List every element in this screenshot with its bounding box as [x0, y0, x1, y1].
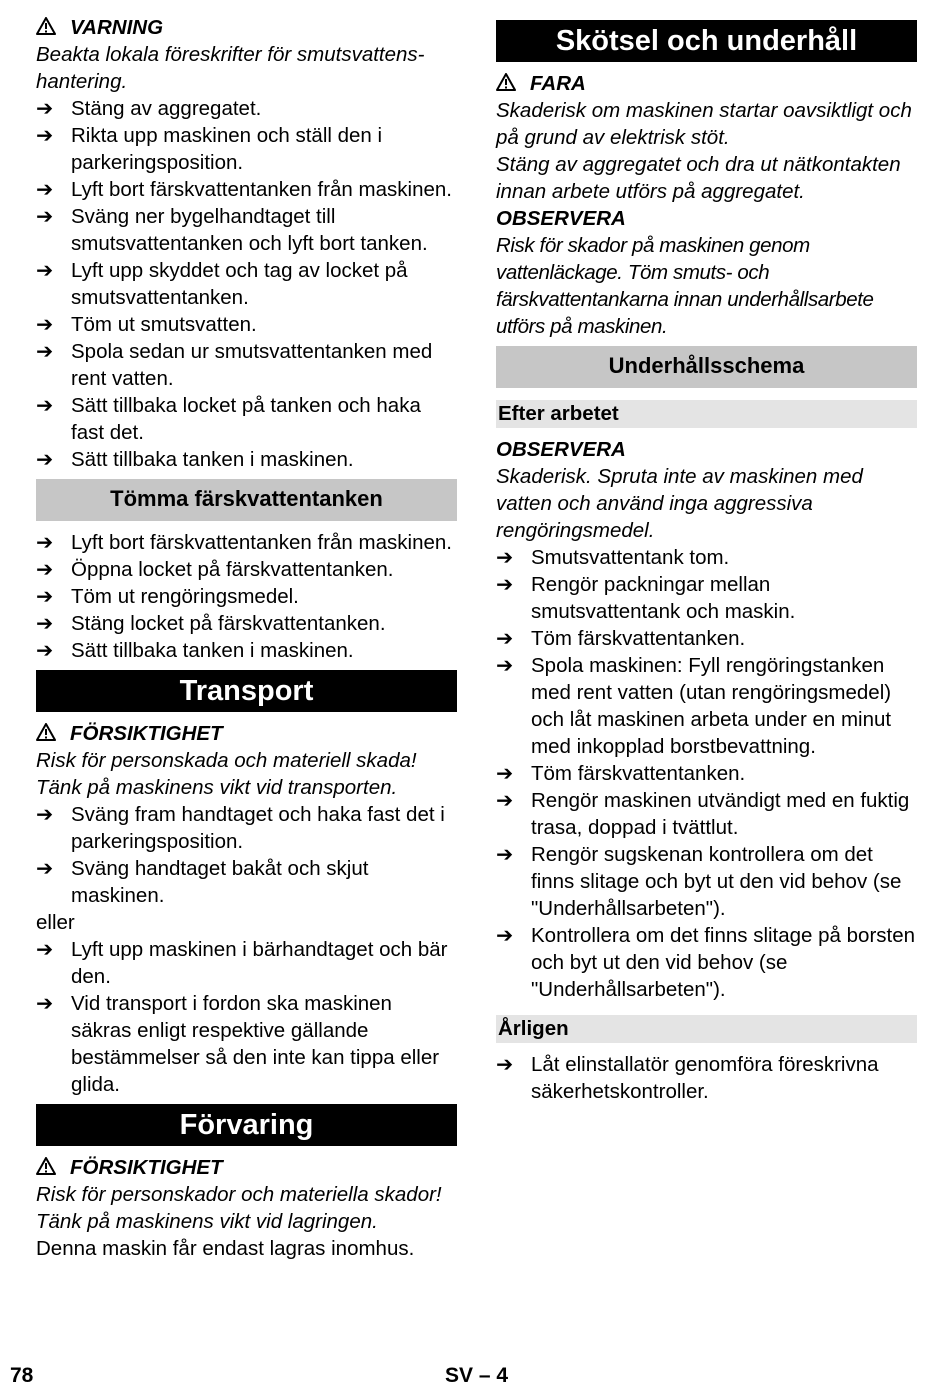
- warning-triangle-icon: [36, 1157, 58, 1179]
- list-item: ➔ Sväng ner bygelhandtaget till smutsvattentanken och lyft bort tanken.: [36, 205, 428, 255]
- caution-label-row: [36, 1154, 457, 1181]
- arrow-right-icon: ➔: [36, 259, 54, 282]
- caution-label: FÖRSIKTIGHET: [70, 1156, 223, 1179]
- arrow-right-icon: ➔: [36, 639, 54, 662]
- list-item: ➔ Rikta upp maskinen och ställ den i parkeringsposition.: [36, 124, 383, 174]
- arrow-right-icon: ➔: [36, 340, 54, 363]
- subheading-after-work: Efter arbetet: [496, 400, 917, 428]
- or-text: eller: [36, 911, 75, 934]
- warning-label: VARNING: [70, 16, 164, 39]
- right-column: [496, 14, 917, 1105]
- arrow-right-icon: ➔: [36, 97, 54, 120]
- arrow-right-icon: ➔: [36, 178, 54, 201]
- list-item: ➔ Lyft upp maskinen i bärhandtaget och bär den.: [36, 938, 448, 988]
- list-item: ➔ Spola maskinen: Fyll rengöringstanken med rent vatten (utan rengöringsmedel) och låt maskinen arbeta under en minut med inkopplad borstbevattning.: [496, 654, 892, 758]
- arrow-right-icon: ➔: [496, 762, 514, 785]
- list-item: ➔ Rengör packningar mellan smutsvattentank och maskin.: [496, 573, 796, 623]
- caution-text: Risk för personskada och materiell skada! Tänk på maskinens vikt vid transporten.: [36, 749, 417, 799]
- list-item: ➔ Lyft bort färskvattentanken från maskinen.: [36, 178, 452, 201]
- arrow-right-icon: ➔: [496, 843, 514, 866]
- list-item: ➔ Öppna locket på färskvattentanken.: [36, 558, 394, 581]
- note-label: OBSERVERA: [496, 207, 626, 230]
- arrow-right-icon: ➔: [36, 205, 54, 228]
- list-item: ➔ Sätt tillbaka tanken i maskinen.: [36, 639, 354, 662]
- section-heading-care: Skötsel och underhåll: [496, 20, 917, 62]
- note-text: Risk för skador på maskinen genom vattenläckage. Töm smuts- och färskvattentankarna innan underhållsarbete utförs på maskinen.: [496, 234, 874, 338]
- list-item: ➔ Sätt tillbaka locket på tanken och haka fast det.: [36, 394, 421, 444]
- list-item: ➔ Töm ut rengöringsmedel.: [36, 585, 299, 608]
- section-heading-transport: Transport: [36, 670, 457, 712]
- list-item: ➔ Töm ut smutsvatten.: [36, 313, 257, 336]
- caution-label: FÖRSIKTIGHET: [70, 722, 223, 745]
- arrow-right-icon: ➔: [36, 448, 54, 471]
- section-heading-schedule: Underhållsschema: [496, 346, 917, 388]
- arrow-right-icon: ➔: [36, 992, 54, 1015]
- arrow-right-icon: ➔: [36, 803, 54, 826]
- caution-label-row: [36, 720, 457, 747]
- arrow-right-icon: ➔: [36, 124, 54, 147]
- danger-label: FARA: [530, 72, 586, 95]
- arrow-right-icon: ➔: [496, 627, 514, 650]
- note-text: Skaderisk. Spruta inte av maskinen med vatten och använd inga aggressiva rengöringsmedel.: [496, 465, 863, 542]
- step-list-fresh-water: [36, 529, 457, 664]
- list-item: ➔ Töm färskvattentanken.: [496, 627, 746, 650]
- arrow-right-icon: ➔: [36, 938, 54, 961]
- step-list-transport: [36, 801, 457, 909]
- list-item: ➔ Sätt tillbaka tanken i maskinen.: [36, 448, 354, 471]
- list-item: ➔ Rengör maskinen utvändigt med en fuktig trasa, doppad i tvättlut.: [496, 789, 910, 839]
- arrow-right-icon: ➔: [496, 573, 514, 596]
- arrow-right-icon: ➔: [36, 531, 54, 554]
- note-label: OBSERVERA: [496, 438, 626, 461]
- list-item: ➔ Smutsvattentank tom.: [496, 546, 730, 569]
- step-list-after-work: [496, 544, 917, 1003]
- arrow-right-icon: ➔: [36, 558, 54, 581]
- caution-text: Risk för personskador och materiella skador! Tänk på maskinens vikt vid lagringen.: [36, 1183, 442, 1233]
- arrow-right-icon: ➔: [496, 924, 514, 947]
- arrow-right-icon: ➔: [36, 585, 54, 608]
- warning-triangle-icon: [36, 723, 58, 745]
- list-item: ➔ Stäng av aggregatet.: [36, 97, 262, 120]
- list-item: ➔ Stäng locket på färskvattentanken.: [36, 612, 386, 635]
- storage-text: Denna maskin får endast lagras inomhus.: [36, 1237, 415, 1260]
- section-heading-storage: Förvaring: [36, 1104, 457, 1146]
- list-item: ➔ Lyft upp skyddet och tag av locket på smutsvattentanken.: [36, 259, 408, 309]
- arrow-right-icon: ➔: [36, 612, 54, 635]
- danger-label-row: [496, 70, 917, 97]
- warning-label-row: [36, 14, 457, 41]
- list-item: ➔ Vid transport i fordon ska maskinen säkras enligt respektive gällande bestämmelser så den inte kan tippa eller glida.: [36, 992, 440, 1096]
- arrow-right-icon: ➔: [36, 394, 54, 417]
- step-list-yearly: [496, 1051, 917, 1105]
- list-item: ➔ Sväng fram handtaget och haka fast det i parkeringsposition.: [36, 803, 445, 853]
- step-list-emptying-dirty: [36, 95, 457, 473]
- list-item: ➔ Låt elinstallatör genomföra föreskrivna säkerhetskontroller.: [496, 1053, 879, 1103]
- arrow-right-icon: ➔: [36, 857, 54, 880]
- arrow-right-icon: ➔: [496, 789, 514, 812]
- page-number: 78: [10, 1364, 34, 1384]
- subheading-yearly: Årligen: [496, 1015, 917, 1043]
- warning-triangle-icon: [36, 17, 58, 39]
- list-item: ➔ Rengör sugskenan kontrollera om det finns slitage och byt ut den vid behov (se "Underhållsarbeten").: [496, 843, 902, 920]
- arrow-right-icon: ➔: [496, 546, 514, 569]
- arrow-right-icon: ➔: [496, 1053, 514, 1076]
- section-code: SV – 4: [445, 1364, 509, 1384]
- danger-text-2: Stäng av aggregatet och dra ut nätkontakten innan arbete utförs på aggregatet.: [496, 153, 901, 203]
- arrow-right-icon: ➔: [496, 654, 514, 677]
- list-item: ➔ Lyft bort färskvattentanken från maskinen.: [36, 531, 452, 554]
- warning-triangle-icon: [496, 73, 518, 95]
- warning-text: Beakta lokala föreskrifter för smutsvattens-hantering.: [36, 43, 425, 93]
- section-heading-fresh-water: Tömma färskvattentanken: [36, 479, 457, 521]
- list-item: ➔ Kontrollera om det finns slitage på borsten och byt ut den vid behov (se "Underhållsarbeten").: [496, 924, 916, 1001]
- list-item: ➔ Spola sedan ur smutsvattentanken med rent vatten.: [36, 340, 433, 390]
- arrow-right-icon: ➔: [36, 313, 54, 336]
- list-item: ➔ Sväng handtaget bakåt och skjut maskinen.: [36, 857, 369, 907]
- danger-text: Skaderisk om maskinen startar oavsiktligt och på grund av elektrisk stöt.: [496, 99, 912, 149]
- left-column: [36, 14, 457, 1262]
- step-list-transport-alt: [36, 936, 457, 1098]
- list-item: ➔ Töm färskvattentanken.: [496, 762, 746, 785]
